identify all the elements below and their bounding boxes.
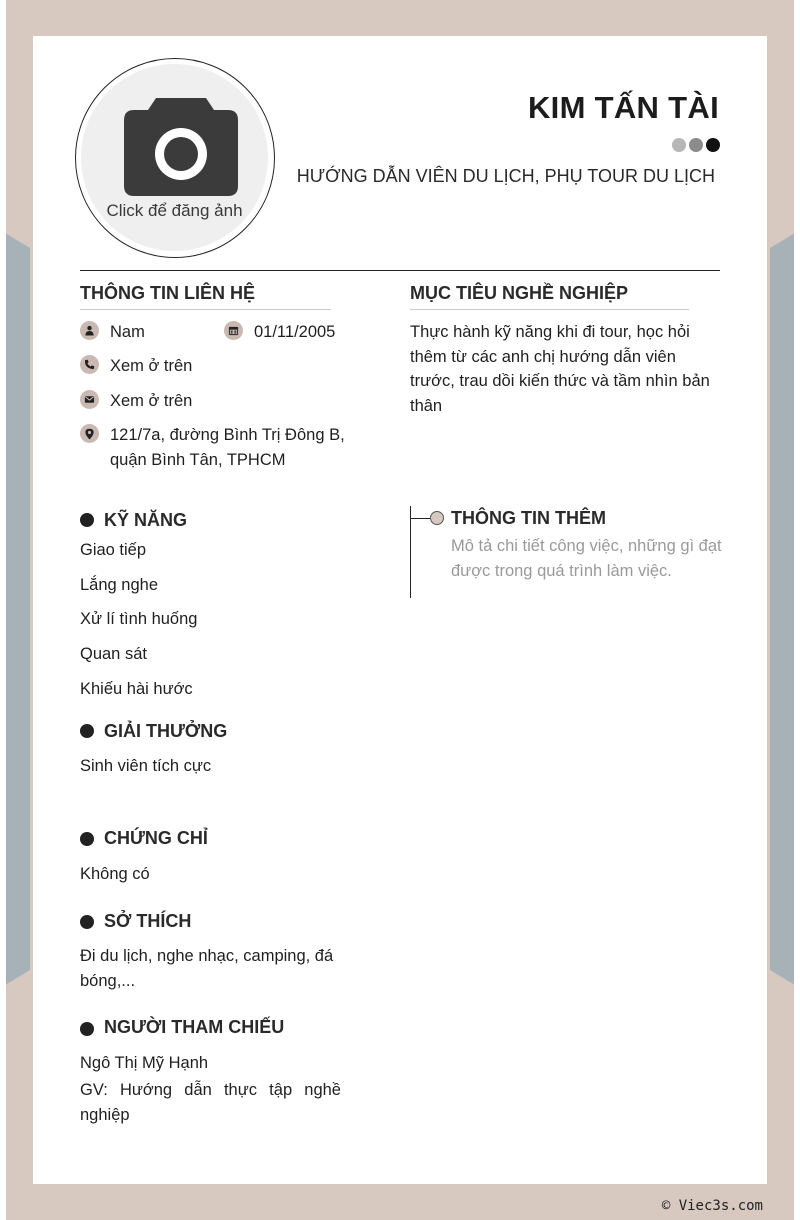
hobbies-section-title: SỞ THÍCH [104,911,192,931]
timeline-line [410,506,411,598]
mail-icon [80,390,99,409]
skill-item: Xử lí tình huống [80,610,198,628]
skill-item: Quan sát [80,645,147,663]
avatar-upload-label: Click để đăng ảnh [106,201,243,220]
extra-info-description: Mô tả chi tiết công việc, những gì đạt được trong quá trình làm việc. [451,537,722,580]
objective-text: Thực hành kỹ năng khi đi tour, học hỏi thêm từ các anh chị hướng dẫn viên trước, trau dồi kiến thức và tầm nhìn bản thân [410,323,710,415]
address-line-2: quận Bình Tân, TPHCM [110,451,286,469]
objective-section-title: MỤC TIÊU NGHỀ NGHIỆP [410,283,629,303]
certificates-section-title: CHỨNG CHỈ [104,828,208,848]
birthdate-value: 01/11/2005 [254,323,336,341]
left-edge-strip [0,0,6,1220]
skill-item: Khiếu hài hước [80,680,193,698]
cv-sheet [33,36,767,1184]
contact-section-title: THÔNG TIN LIÊN HỆ [80,283,255,303]
extra-info-title: THÔNG TIN THÊM [451,508,606,528]
decorative-dots [672,138,720,152]
location-pin-icon [80,424,99,443]
reference-role: GV: Hướng dẫn thực tập nghề nghiệp [80,1081,341,1124]
awards-section-title: GIẢI THƯỞNG [104,721,228,741]
phone-value: Xem ở trên [110,357,193,375]
contact-title-underline [80,309,331,310]
job-title: HƯỚNG DẪN VIÊN DU LỊCH, PHỤ TOUR DU LỊCH [296,166,715,186]
dot-mid [689,138,703,152]
skill-item: Giao tiếp [80,541,147,559]
phone-icon [80,355,99,374]
gender-value: Nam [110,323,145,341]
candidate-name: KIM TẤN TÀI [528,90,719,125]
person-icon [80,321,99,340]
skills-bullet [80,513,94,527]
skills-section-title: KỸ NĂNG [104,510,188,530]
objective-title-underline [410,309,689,310]
email-value: Xem ở trên [110,392,193,410]
address-line-1: 121/7a, đường Bình Trị Đông B, [110,426,345,444]
dot-dark [706,138,720,152]
award-item: Sinh viên tích cực [80,757,212,775]
calendar-icon [224,321,243,340]
skill-item: Lắng nghe [80,576,158,594]
timeline-dot [430,511,444,525]
hobbies-line-1: Đi du lịch, nghe nhạc, camping, đá [80,947,334,965]
footer-watermark: © Viec3s.com [661,1198,763,1214]
awards-bullet [80,724,94,738]
header-divider [80,270,720,271]
certificates-bullet [80,832,94,846]
camera-icon [124,98,238,196]
references-bullet [80,1022,94,1036]
right-edge-strip [794,0,800,1220]
hobbies-bullet [80,915,94,929]
dot-light [672,138,686,152]
timeline-tick [410,518,430,519]
avatar-upload[interactable] [75,58,275,258]
references-section-title: NGƯỜI THAM CHIẾU [104,1017,285,1037]
reference-name: Ngô Thị Mỹ Hạnh [80,1054,209,1072]
hobbies-line-2: bóng,... [80,972,136,990]
certificate-item: Không có [80,865,150,883]
